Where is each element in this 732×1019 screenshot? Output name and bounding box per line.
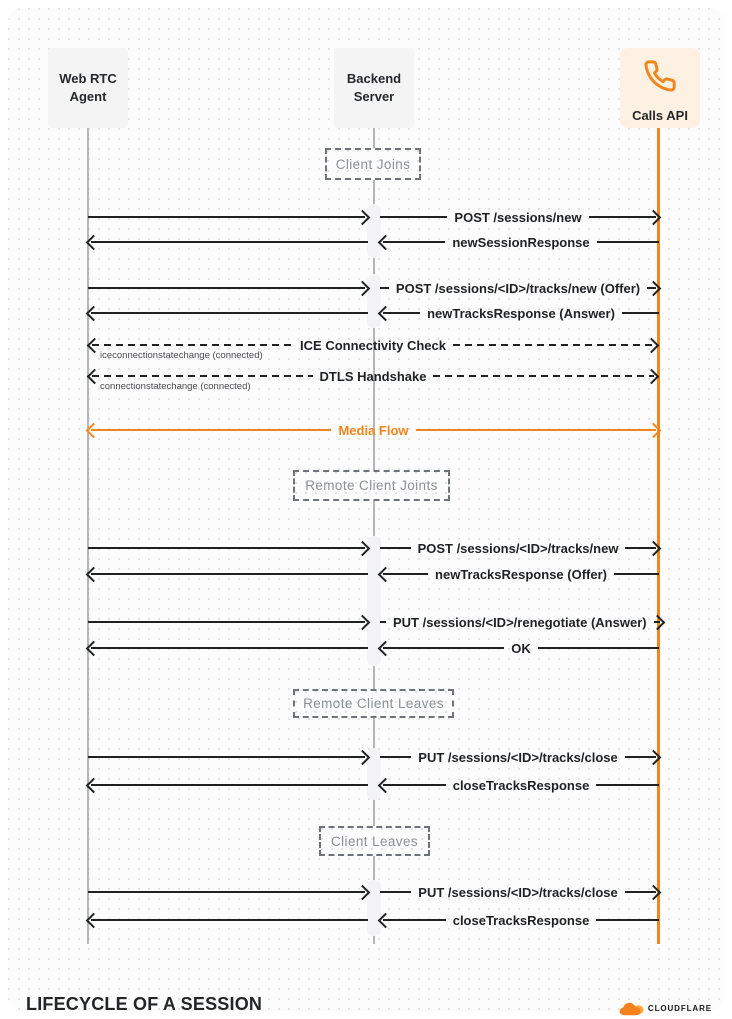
arrow-line [596, 919, 659, 922]
message-label: newTracksResponse (Answer) [427, 305, 615, 321]
phase-label: Client Leaves [331, 833, 418, 849]
phase-client-joins [325, 148, 421, 180]
message-label: PUT /sessions/<ID>/renegotiate (Answer) [393, 614, 647, 630]
actor-webrtc-agent-label: Web RTC Agent [59, 71, 117, 104]
arrow-line [380, 287, 389, 290]
cloudflare-wordmark: CLOUDFLARE [647, 1004, 712, 1013]
arrow-line [380, 891, 411, 894]
message-label: POST /sessions/<ID>/tracks/new (Offer) [395, 280, 641, 296]
arrow-line [380, 216, 447, 219]
phone-icon [643, 59, 677, 98]
message-label: POST /sessions/new [454, 209, 582, 225]
arrow-line [91, 241, 368, 244]
message-label: ICE Connectivity Check [300, 337, 446, 353]
arrow-line [88, 547, 365, 550]
phase-remote-client-joints [293, 470, 450, 501]
lifeline-webrtc-agent [87, 128, 89, 944]
phase-label: Remote Client Joints [305, 478, 438, 493]
arrow-line [91, 429, 331, 432]
arrow-line [92, 344, 293, 347]
arrow-line [88, 216, 365, 219]
actor-calls-api-label: Calls API [632, 107, 688, 123]
arrow-line [92, 375, 313, 378]
arrow-line [380, 756, 411, 759]
phase-label: Client Joins [335, 156, 411, 172]
activation-bar [367, 880, 381, 936]
message-label: PUT /sessions/<ID>/tracks/close [418, 884, 618, 900]
actor-backend-server-label: Backend Server [346, 71, 402, 104]
message-label: newSessionResponse [452, 234, 590, 250]
arrow-line [614, 573, 659, 576]
arrow-line [91, 919, 368, 922]
arrow-line [453, 344, 654, 347]
cloudflare-logo [618, 1000, 712, 1017]
activation-bar [367, 204, 381, 258]
arrow-line [88, 756, 365, 759]
arrow-line [433, 375, 654, 378]
message-label: closeTracksResponse [452, 777, 590, 793]
arrow-line [383, 647, 504, 650]
arrow-line [91, 784, 368, 787]
actor-calls-api [620, 48, 700, 128]
event-note-dtls: connectionstatechange (connected) [100, 381, 251, 392]
arrow-line [538, 647, 659, 650]
message-label: Media Flow [338, 422, 409, 438]
arrow-line [622, 312, 659, 315]
arrow-line [416, 429, 656, 432]
arrow-line [91, 312, 368, 315]
actor-backend-server [334, 48, 414, 128]
message-label: OK [511, 640, 531, 656]
phase-remote-client-leaves [293, 689, 454, 718]
arrow-line [91, 647, 368, 650]
arrow-line [88, 621, 365, 624]
message-label: closeTracksResponse [452, 912, 590, 928]
lifeline-calls-api [657, 128, 660, 944]
diagram-title: LIFECYCLE OF A SESSION [26, 994, 263, 1014]
arrow-line [380, 547, 411, 550]
message-label: DTLS Handshake [319, 368, 427, 384]
phase-client-leaves [319, 826, 430, 856]
message-label: PUT /sessions/<ID>/tracks/close [418, 749, 618, 765]
message-label: POST /sessions/<ID>/tracks/new [417, 540, 619, 556]
arrow-line [88, 891, 365, 894]
arrow-line [88, 287, 365, 290]
event-note-ice: iceconnectionstatechange (connected) [100, 350, 263, 361]
arrow-line [596, 784, 659, 787]
actor-webrtc-agent [48, 48, 128, 128]
message-label: newTracksResponse (Offer) [435, 566, 607, 582]
arrow-line [597, 241, 659, 244]
phase-label: Remote Client Leaves [303, 696, 444, 711]
cloudflare-cloud-icon [618, 1000, 644, 1017]
diagram-canvas [8, 8, 724, 1014]
activation-bar [367, 274, 381, 328]
arrow-line [91, 573, 368, 576]
